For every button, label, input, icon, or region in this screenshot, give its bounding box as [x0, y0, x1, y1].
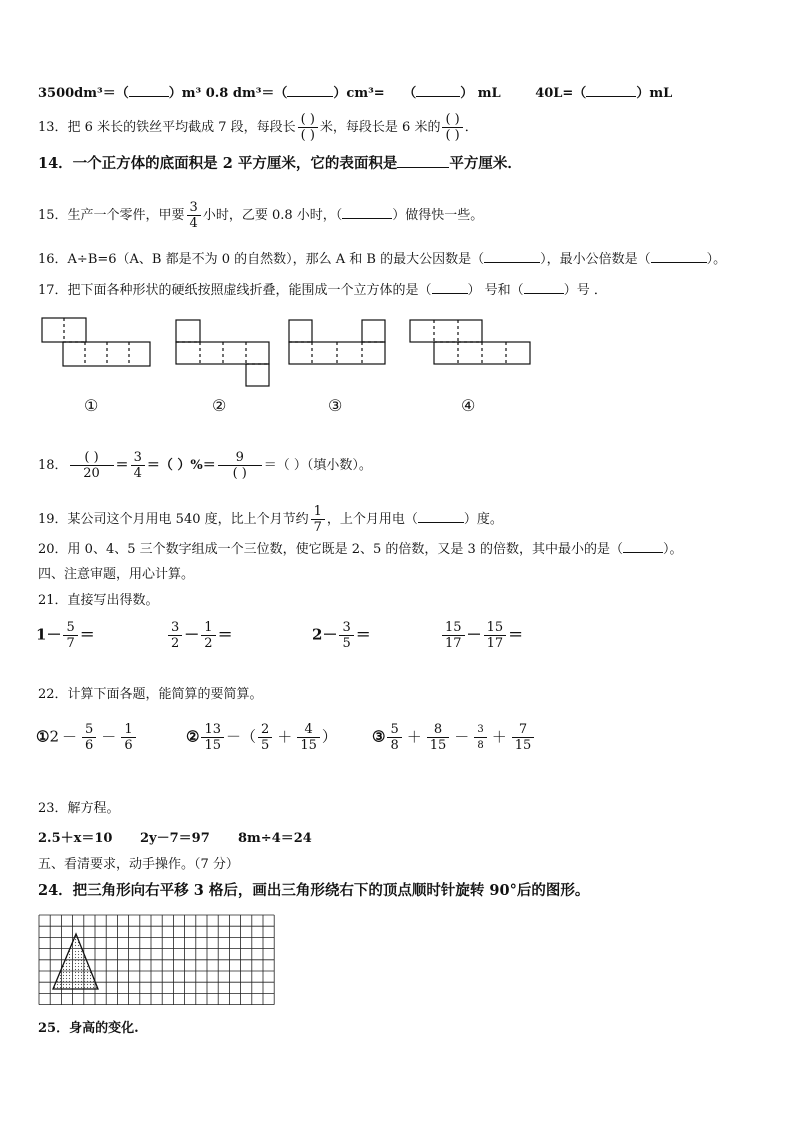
- question-15: 15．生产一个零件，甲要 $\frac{3}{4}$ 小时，乙要 0.8 小时，（ ）做得快一些。: [38, 200, 484, 231]
- question-21-title: 21．直接写出得数。: [38, 593, 159, 608]
- q21-expr-3: 2－ $\frac{3}{5}$ ＝: [312, 620, 371, 651]
- q21-expr-4: $\frac{15}{17}$ － $\frac{15}{17}$ ＝: [440, 620, 523, 651]
- question-18: 18． $\frac{( )}{20}$ ＝ $\frac{3}{4}$ ＝（ ）%＝ $\frac{9}{( )}$ ＝（ ）（填小数）。: [38, 450, 372, 481]
- cube-net-1: [42, 318, 150, 366]
- shaded-triangle: [53, 934, 98, 989]
- equation-3: 8m÷4＝24: [238, 831, 312, 846]
- section-5-title: 五、看清要求，动手操作。（7 分）: [38, 857, 239, 872]
- translation-grid: [38, 914, 282, 1006]
- q22-expr-2: ② $\frac{13}{15}$ －（ $\frac{2}{5}$ ＋ $\frac{4}{15}$ ）: [186, 722, 337, 753]
- question-13: 13．把 6 米长的铁丝平均截成 7 段，每段长 $\frac{( )}{( )}$ 米，每段长是 6 米的 $\frac{( )}{( )}$ ．: [38, 112, 478, 143]
- fraction-blank: $\frac{( )}{( )}$: [298, 112, 318, 143]
- net-label-2: ②: [212, 396, 227, 415]
- question-17: 17．把下面各种形状的硬纸按照虚线折叠，能围成一个立方体的是（ ） 号和（ ）号 ．: [38, 283, 607, 298]
- question-24: 24．把三角形向右平移 3 格后，画出三角形绕右下的顶点顺时针旋转 90°后的图形。: [38, 882, 590, 899]
- cube-nets-figure: [0, 310, 794, 420]
- cube-net-4: [410, 320, 530, 364]
- cube-net-2: [176, 320, 269, 386]
- section-4-title: 四、注意审题，用心计算。: [38, 567, 195, 582]
- net-label-4: ④: [461, 396, 476, 415]
- question-22-title: 22．计算下面各题，能简算的要简算。: [38, 687, 263, 702]
- net-label-3: ③: [328, 396, 343, 415]
- q21-expr-1: 1－ $\frac{5}{7}$ ＝: [36, 620, 95, 651]
- cube-net-3: [289, 320, 385, 364]
- question-16: 16．A÷B=6（A、B 都是不为 0 的自然数），那么 A 和 B 的最大公因数是（ ），最小公倍数是（ ）。: [38, 252, 727, 267]
- fraction-blank: $\frac{( )}{( )}$: [442, 112, 462, 143]
- equation-2: 2y－7＝97: [140, 831, 210, 846]
- unit-conversion-line: 3500dm³＝（ ）m³ 0.8 dm³＝（ ）cm³= （ ） mL 40L=（ ）mL: [38, 86, 673, 101]
- q21-expr-2: $\frac{3}{2}$ － $\frac{1}{2}$ ＝: [166, 620, 233, 651]
- question-20: 20．用 0、4、5 三个数字组成一个三位数，使它既是 2、5 的倍数，又是 3 的倍数，其中最小的是（ ）。: [38, 542, 683, 557]
- q22-expr-1: ①2 － $\frac{5}{6}$ － $\frac{1}{6}$: [36, 722, 138, 753]
- question-25: 25．身高的变化.: [38, 1021, 139, 1036]
- equation-1: 2.5＋x＝10: [38, 831, 113, 846]
- question-23-title: 23．解方程。: [38, 801, 120, 816]
- net-label-1: ①: [84, 396, 99, 415]
- question-14: 14．一个正方体的底面积是 2 平方厘米，它的表面积是 平方厘米．: [38, 155, 522, 172]
- q22-expr-3: ③ $\frac{5}{8}$ ＋ $\frac{8}{15}$ － $\frac{3}{8}$ ＋ $\frac{7}{15}$: [372, 722, 536, 753]
- question-19: 19．某公司这个月用电 540 度，比上个月节约 $\frac{1}{7}$ ，上个月用电（ ）度。: [38, 504, 503, 535]
